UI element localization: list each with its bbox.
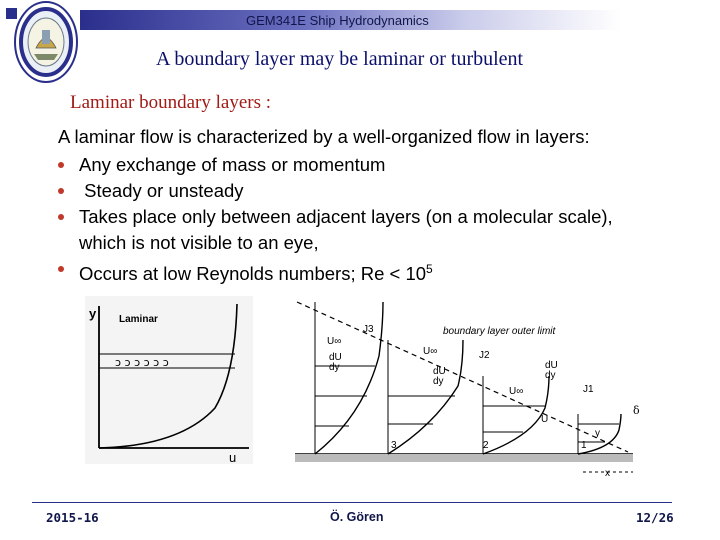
boundary-layer-growth-figure — [283, 296, 653, 482]
fig-label: δ — [633, 404, 640, 417]
bullet-item — [58, 204, 698, 256]
fig-label: dy — [433, 376, 444, 387]
fig-label: J1 — [583, 384, 594, 395]
bullet-text: Takes place only between adjacent layers (on a molecular scale), — [79, 206, 613, 227]
fig-label: 1 — [581, 440, 587, 451]
bullet-item — [58, 256, 698, 287]
fig-label: J3 — [363, 324, 374, 335]
exponent: 5 — [426, 262, 433, 276]
bullet-item — [58, 178, 698, 204]
fig-label: U∞ — [509, 386, 524, 397]
fig-label: U∞ — [327, 336, 342, 347]
fig-label: U∞ — [423, 346, 438, 357]
svg-text:ɔ ɔ ɔ ɔ ɔ ɔ: ɔ ɔ ɔ ɔ ɔ ɔ — [115, 356, 169, 369]
footer-divider — [32, 502, 672, 503]
bullet-text: Steady or unsteady — [79, 180, 244, 201]
fig-label: 3 — [391, 440, 397, 451]
fig-label: dy — [329, 362, 340, 373]
fig-label: J2 — [479, 350, 490, 361]
fig-label: dU — [545, 360, 558, 371]
fig-label: y — [595, 428, 600, 439]
fig-label: dy — [545, 370, 556, 381]
footer-author: Ö. Gören — [330, 510, 384, 524]
laminar-profile-figure — [85, 296, 253, 464]
footer-page-number: 12/26 — [636, 510, 674, 525]
bullet-text: Occurs at low Reynolds numbers; Re < 10 — [79, 263, 427, 285]
bullet-list — [58, 152, 698, 287]
axis-label-x: u — [229, 450, 237, 464]
bullet-item — [58, 152, 698, 178]
fig-label: dU — [329, 352, 342, 363]
fig-label: x — [605, 468, 610, 479]
footer-date: 2015-16 — [46, 510, 99, 525]
fig-label: 2 — [483, 440, 489, 451]
bullet-text: Any exchange of mass or momentum — [79, 154, 386, 175]
laminar-label: Laminar — [119, 314, 158, 325]
outer-limit-label: boundary layer outer limit — [443, 326, 556, 337]
intro-text: A laminar flow is characterized by a well-organized flow in layers: — [58, 126, 590, 147]
bullet-continuation: which is not visible to an eye, — [79, 232, 319, 253]
fig-label: dU — [433, 366, 446, 377]
slide-subtitle: A boundary layer may be laminar or turbulent — [156, 48, 524, 70]
fig-label: U — [541, 414, 549, 425]
university-seal-logo — [12, 0, 80, 86]
header-title: GEM341E Ship Hydrodynamics — [246, 13, 429, 28]
section-title: Laminar boundary layers : — [70, 92, 272, 113]
axis-label-y: y — [89, 306, 97, 321]
